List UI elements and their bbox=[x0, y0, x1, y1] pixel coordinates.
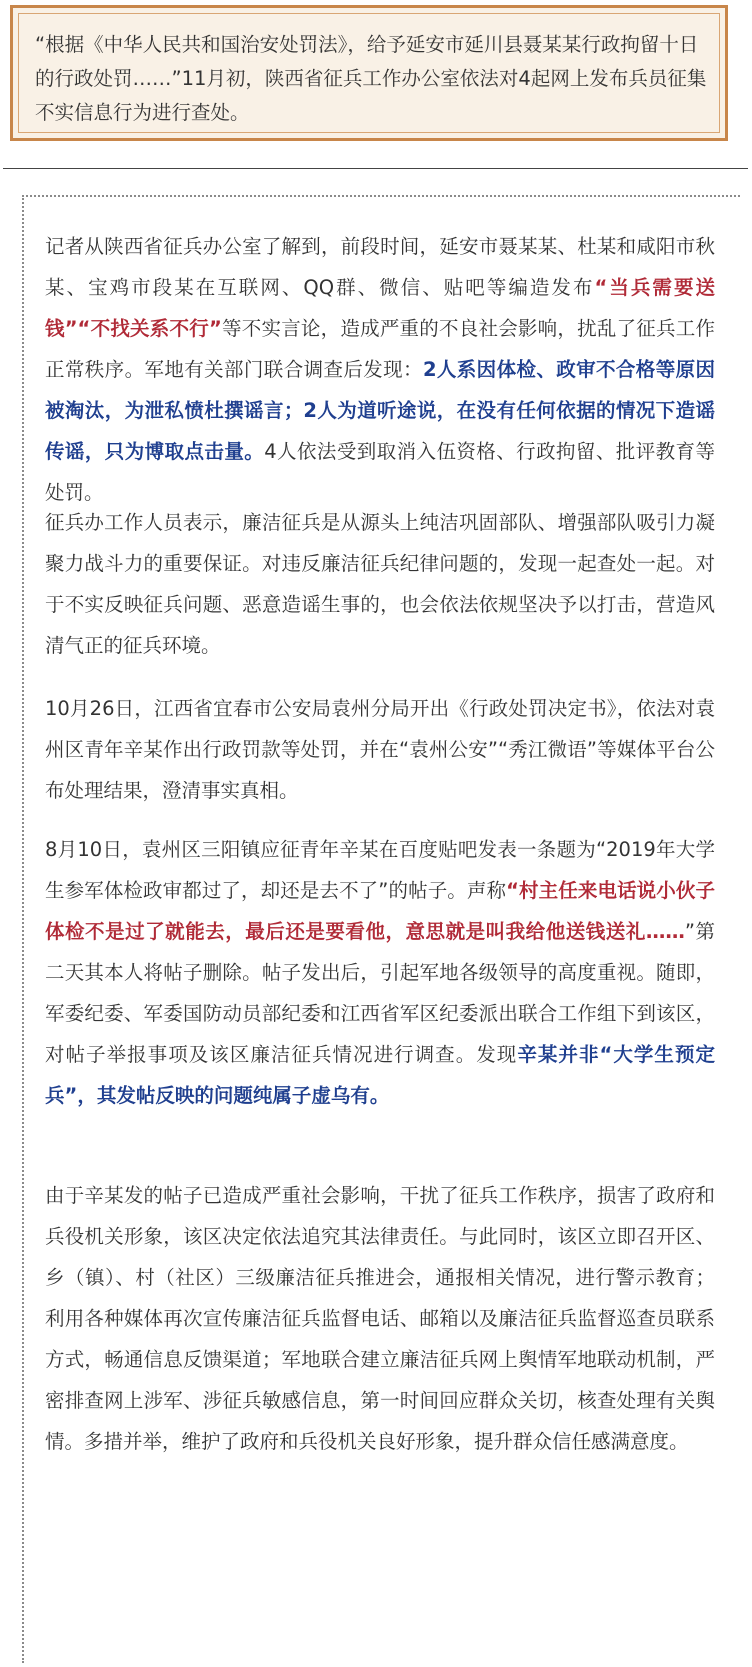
article-paragraph-4 bbox=[45, 829, 715, 1116]
p4-text-a: 8月10日，袁州区三阳镇应征青年辛某在百度贴吧发表一条题为“2019年大学生参军体检政审都过了，却还是去不了”的帖子。声称 bbox=[45, 838, 715, 902]
p4-claim-quote: “村主任来电话说小伙子体检不是过了就能去，最后还是要看他，意思就是叫我给他送钱送礼…… bbox=[45, 879, 715, 943]
p1-text-f: 4人依法受到取消入伍资格、行政拘留、批评教育等处罚。 bbox=[45, 440, 715, 504]
p1-text-a: 记者从陕西省征兵办公室了解到，前段时间，延安市聂某某、杜某和咸阳市秋某、宝鸡市段某在互联网、QQ群、微信、贴吧等编造发布 bbox=[45, 235, 715, 299]
article-paragraph-3: 10月26日，江西省宜春市公安局袁州分局开出《行政处罚决定书》，依法对袁州区青年辛某作出行政罚款等处罚，并在“袁州公安”“秀江微语”等媒体平台公布处理结果，澄清事实真相。 bbox=[45, 697, 715, 802]
p1-quote-connections: “不找关系不行” bbox=[77, 317, 222, 340]
p4-text-c: ”第二天其本人将帖子删除。帖子发出后，引起军地各级领导的高度重视。随即，军委纪委、军委国防动员部纪委和江西省军区纪委派出联合工作组下到该区，对帖子举报事项及该区廉洁征兵情况进行调查。发现 bbox=[45, 920, 715, 1066]
article-paragraph-2: 征兵办工作人员表示，廉洁征兵是从源头上纯洁巩固部队、增强部队吸引力凝聚力战斗力的重要保证。对违反廉洁征兵纪律问题的，发现一起查处一起。对于不实反映征兵问题、恶意造谣生事的，也会依法依规坚决予以打击，营造风清气正的征兵环境。 bbox=[45, 511, 715, 657]
section-divider bbox=[3, 168, 748, 169]
article-paragraph-5: 由于辛某发的帖子已造成严重社会影响，干扰了征兵工作秩序，损害了政府和兵役机关形象，该区决定依法追究其法律责任。与此同时，该区立即召开区、乡（镇）、村（社区）三级廉洁征兵推进会，通报相关情况，进行警示教育；利用各种媒体再次宣传廉洁征兵监督电话、邮箱以及廉洁征兵监督巡查员联系方式，畅通信息反馈渠道；军地联合建立廉洁征兵网上舆情军地联动机制，严密排查网上涉军、涉征兵敏感信息，第一时间回应群众关切，核查处理有关舆情。多措并举，维护了政府和兵役机关良好形象，提升群众信任感满意度。 bbox=[45, 1184, 715, 1453]
p1-text-d: 等不实言论，造成严重的不良社会影响，扰乱了征兵工作正常秩序。军地有关部门联合调查后发现： bbox=[45, 317, 715, 381]
lead-summary-box bbox=[10, 5, 728, 141]
p4-finding-emphasis: 辛某并非“大学生预定兵”，其发帖反映的问题纯属子虚乌有。 bbox=[45, 1043, 715, 1107]
p1-findings-emphasis: 2人系因体检、政审不合格等原因被淘汰，为泄私愤杜撰谣言；2人为道听途说，在没有任何依据的情况下造谣传谣，只为博取点击量。 bbox=[45, 358, 715, 463]
p1-quote-money: “当兵需要送钱” bbox=[45, 276, 715, 340]
lead-summary-text: “根据《中华人民共和国治安处罚法》，给予延安市延川县聂某某行政拘留十日的行政处罚……”11月初，陕西省征兵工作办公室依法对4起网上发布兵员征集不实信息行为进行查处。 bbox=[35, 33, 707, 124]
article-paragraph-1 bbox=[45, 226, 715, 513]
